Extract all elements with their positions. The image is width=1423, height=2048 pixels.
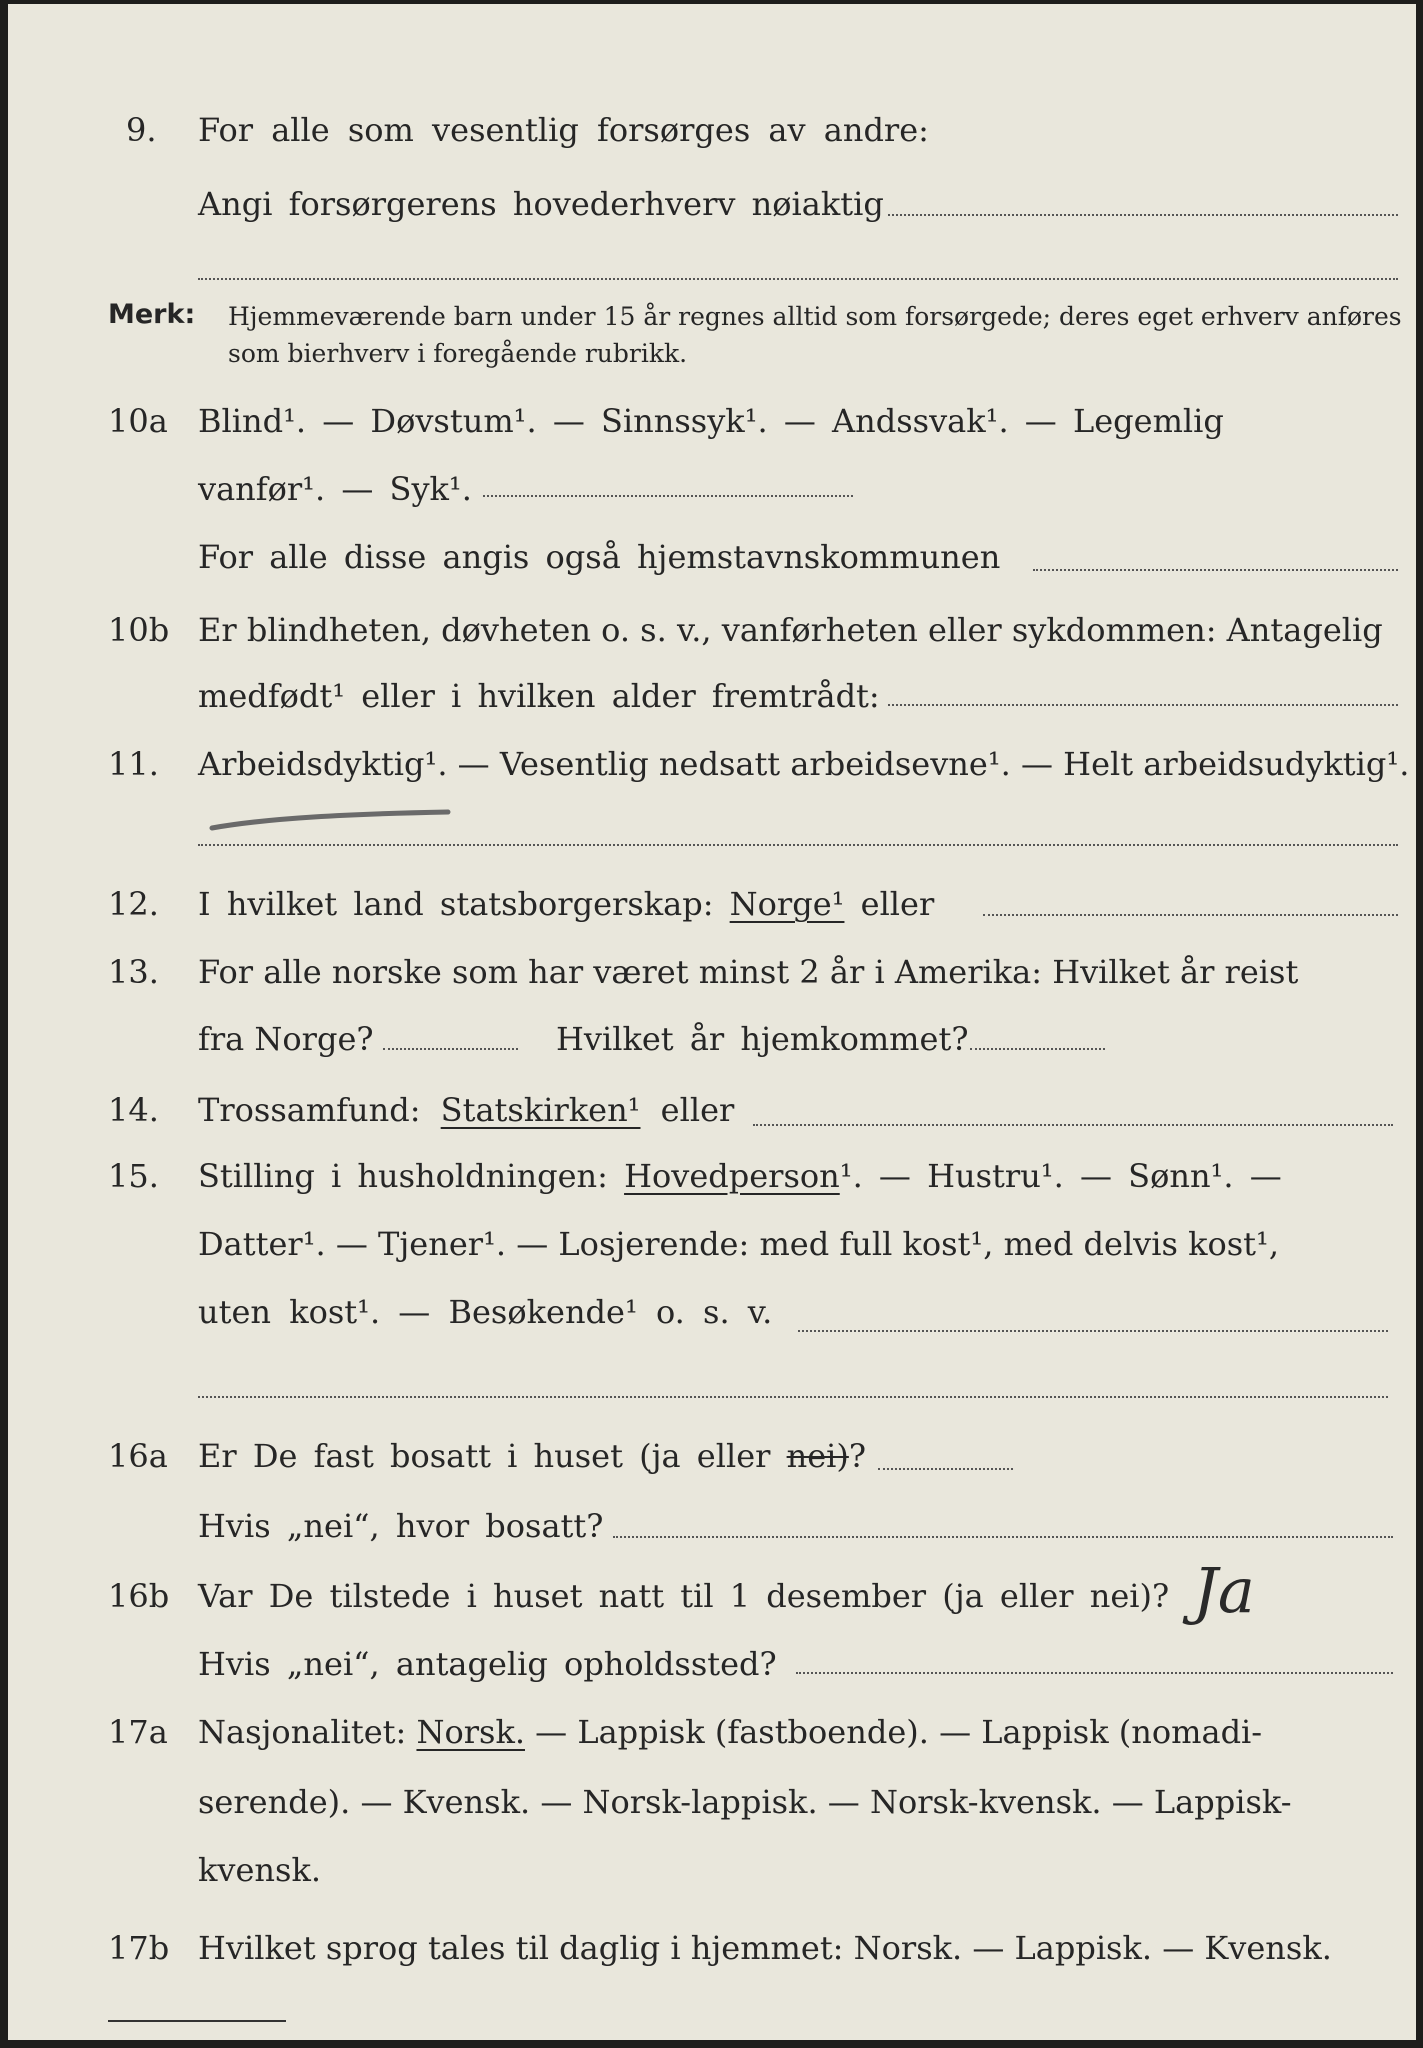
question-15-line-2: Datter¹. — Tjener¹. — Losjerende: med full kost¹, med delvis kost¹, xyxy=(198,1225,1280,1263)
question-15-line-1 xyxy=(198,1156,1282,1196)
answer-line-9b xyxy=(198,278,1398,280)
question-16b-number: 16b xyxy=(108,1577,170,1615)
question-16a-text: Er De fast bosatt i huset (ja eller xyxy=(198,1437,787,1475)
question-17b-number: 17b xyxy=(108,1929,170,1967)
question-14-text: Trossamfund: xyxy=(198,1091,441,1129)
pencil-mark xyxy=(208,804,458,834)
question-14-answer: Statskirken¹ xyxy=(440,1091,641,1129)
answer-line-14 xyxy=(753,1124,1393,1126)
question-12-line-1 xyxy=(198,884,934,924)
question-12-post: eller xyxy=(844,885,935,923)
answer-line-13b xyxy=(970,1048,1105,1050)
question-16a-line-1 xyxy=(198,1436,866,1476)
question-13-line-2b: Hvilket år hjemkommet? xyxy=(556,1020,969,1058)
question-17a-line-1 xyxy=(198,1712,1262,1752)
question-13-number: 13. xyxy=(108,953,159,991)
question-11-line-1: Arbeidsdyktig¹. — Vesentlig nedsatt arbeidsevne¹. — Helt arbeidsudyktig¹. xyxy=(198,745,1410,783)
question-13-line-1: For alle norske som har været minst 2 år i Amerika: Hvilket år reist xyxy=(198,953,1299,991)
question-16b-line-2: Hvis „nei“, antagelig opholdssted? xyxy=(198,1645,777,1683)
question-17a-post: — Lappisk (fastboende). — Lappisk (nomadi- xyxy=(525,1713,1263,1751)
question-12-answer: Norge¹ xyxy=(729,885,845,923)
answer-line-13a xyxy=(383,1048,518,1050)
question-10b-line-2: medfødt¹ eller i hvilken alder fremtrådt: xyxy=(198,677,880,715)
answer-line-16a-where xyxy=(613,1536,1393,1538)
note-text: Hjemmeværende barn under 15 år regnes alltid som forsørgede; deres eget erhverv anføres som bierhverv i foregående rubrikk. xyxy=(228,302,1402,368)
answer-line-16a xyxy=(878,1468,1013,1470)
question-14-post: eller xyxy=(640,1091,735,1129)
question-17b-line-1: Hvilket sprog tales til daglig i hjemmet: Norsk. — Lappisk. — Kvensk. xyxy=(198,1929,1332,1967)
answer-line-11 xyxy=(198,844,1398,846)
question-15-line-3: uten kost¹. — Besøkende¹ o. s. v. xyxy=(198,1293,773,1331)
note-label: Merk: xyxy=(108,299,196,330)
question-16a-struck: nei) xyxy=(786,1437,849,1475)
question-17a-line-3: kvensk. xyxy=(198,1851,321,1889)
question-16a-number: 16a xyxy=(108,1437,168,1475)
question-15-number: 15. xyxy=(108,1157,159,1195)
question-17a-number: 17a xyxy=(108,1713,168,1751)
question-10b-number: 10b xyxy=(108,611,170,649)
question-17a-line-2: serende). — Kvensk. — Norsk-lappisk. — Norsk-kvensk. — Lappisk- xyxy=(198,1783,1292,1821)
answer-line-10a xyxy=(483,495,853,497)
question-10a-line-3: For alle disse angis også hjemstavnskommunen xyxy=(198,538,1001,576)
question-16a-post: ? xyxy=(848,1437,867,1475)
answer-line-10a-hometown xyxy=(1033,569,1398,571)
footnote-rule xyxy=(108,2020,286,2022)
question-17a-text: Nasjonalitet: xyxy=(198,1713,417,1751)
question-16a-line-2: Hvis „nei“, hvor bosatt? xyxy=(198,1507,604,1545)
answer-line-15b xyxy=(198,1396,1388,1398)
question-10b-line-1: Er blindheten, døvheten o. s. v., vanførheten eller sykdommen: Antagelig xyxy=(198,611,1383,649)
question-13-line-2a: fra Norge? xyxy=(198,1020,374,1058)
question-15-text: Stilling i husholdningen: xyxy=(198,1157,625,1195)
question-10a-line-2: vanfør¹. — Syk¹. xyxy=(198,470,472,508)
answer-line-16b xyxy=(796,1672,1393,1674)
answer-line-9a xyxy=(888,214,1398,216)
question-9-line-1: For alle som vesentlig forsørges av andre: xyxy=(198,111,929,149)
question-17a-answer: Norsk. xyxy=(416,1713,525,1751)
answer-line-12 xyxy=(983,914,1398,916)
answer-line-10b xyxy=(888,704,1398,706)
question-14-line-1 xyxy=(198,1090,734,1130)
question-16b-line-1: Var De tilstede i huset natt til 1 desember (ja eller nei)? xyxy=(198,1577,1170,1615)
handwritten-answer-16b: Ja xyxy=(1193,1554,1255,1627)
census-form-page xyxy=(8,4,1416,2040)
question-9-line-2: Angi forsørgerens hovederhverv nøiaktig xyxy=(198,185,884,223)
question-9-number: 9. xyxy=(126,111,157,149)
question-10a-line-1: Blind¹. — Døvstum¹. — Sinnssyk¹. — Andssvak¹. — Legemlig xyxy=(198,402,1224,440)
question-14-number: 14. xyxy=(108,1091,159,1129)
question-15-answer: Hovedperson xyxy=(624,1157,840,1195)
question-12-number: 12. xyxy=(108,885,159,923)
answer-line-15a xyxy=(798,1330,1388,1332)
question-10a-number: 10a xyxy=(108,402,168,440)
question-15-post: ¹. — Hustru¹. — Sønn¹. — xyxy=(839,1157,1282,1195)
question-12-text: I hvilket land statsborgerskap: xyxy=(198,885,730,923)
question-11-number: 11. xyxy=(108,745,159,783)
